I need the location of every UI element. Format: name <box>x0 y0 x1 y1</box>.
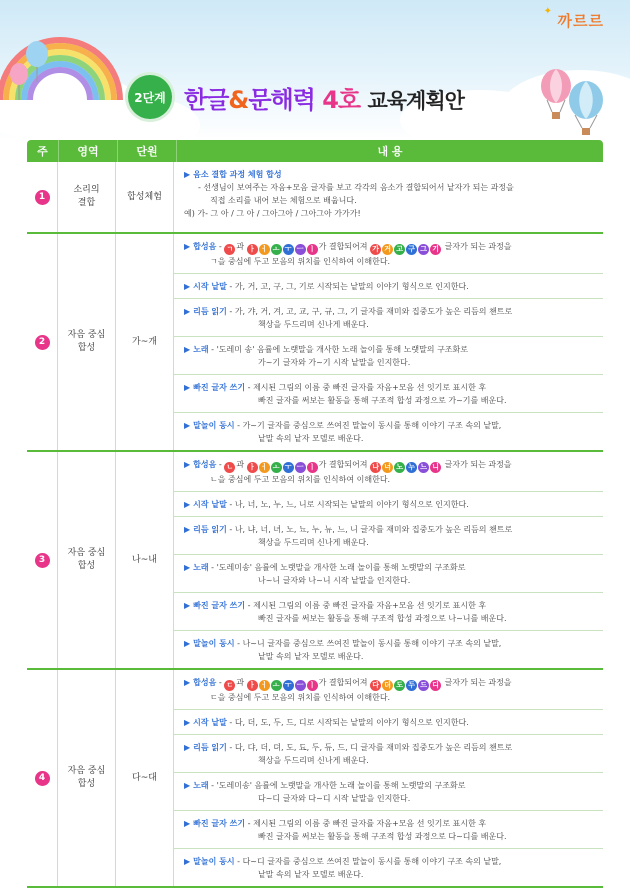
content-first-line <box>184 523 597 536</box>
vowel-chip: ㅗ <box>271 244 282 255</box>
connector-text: 가 결합되어져 <box>318 678 371 687</box>
content-first-line <box>184 855 597 868</box>
activity-label: 합성음 <box>193 678 217 687</box>
week-number-badge: 3 <box>35 553 50 568</box>
syllable-chip: 구 <box>406 244 417 255</box>
syllable-chip: 도 <box>394 680 405 691</box>
content-row <box>174 299 603 337</box>
bullet-triangle-icon: ▶ <box>184 282 191 291</box>
area-line: 소리의 <box>73 185 100 195</box>
bullet-triangle-icon: ▶ <box>184 383 191 392</box>
activity-label: 합성음 <box>193 460 217 469</box>
content-line: 직접 소리를 내어 보는 체험으로 배웁니다. <box>210 196 357 205</box>
activity-label: 노래 <box>193 781 209 790</box>
col-content: 내 용 <box>377 145 403 158</box>
area-line: 자음 중심 <box>67 330 106 340</box>
vowel-chip: ㅓ <box>259 462 270 473</box>
week-number-badge: 4 <box>35 771 50 786</box>
brand-logo: 까르르 <box>557 12 604 30</box>
vowel-chip: ㅗ <box>271 680 282 691</box>
col-week: 주 <box>27 140 59 162</box>
syllable-chip: 두 <box>406 680 417 691</box>
activity-description: - 다, 더, 도, 두, 드, 디로 시작되는 낱말의 이야기 형식으로 인지한다. <box>226 718 469 727</box>
stage-badge: 2단계 <box>128 75 172 119</box>
week-number-cell <box>27 452 58 668</box>
activity-description: - '도레미 송' 음률에 노랫말을 개사한 노래 놀이를 통해 노랫말의 구조화로 <box>208 345 468 354</box>
content-first-line <box>184 599 597 612</box>
week-number-cell <box>27 234 58 450</box>
content-line: 빠진 글자를 써보는 활동을 통해 구조적 합성 과정으로 나~니를 배운다. <box>258 614 507 623</box>
unit-cell: 가~개 <box>116 234 174 450</box>
activity-label: 음소 결합 과정 체험 합성 <box>193 170 282 179</box>
content-row <box>174 710 603 735</box>
activity-label: 말놀이 동시 <box>193 639 235 648</box>
vowel-chip: ㅡ <box>295 462 306 473</box>
page-title <box>128 74 464 120</box>
hot-air-balloon-icon <box>566 80 606 140</box>
content-row <box>174 413 603 450</box>
syllable-chip: 거 <box>382 244 393 255</box>
content-first-line: ▶ 합성음 - ㄴ 과 ㅏ ㅓ ㅗ ㅜ ㅡ ㅣ 가 결합되어져 나 너 노 누 느 니 글자가 되는 과정을 <box>184 460 512 471</box>
syllable-chip: 그 <box>418 244 429 255</box>
plan-table <box>27 140 603 888</box>
content-line: 빠진 글자를 써보는 활동을 통해 구조적 합성 과정으로 가~기를 배운다. <box>258 396 507 405</box>
content-line: 예) 가- 그 아 / 그 아 / 그아그아 / 그아그아 가가가! <box>184 209 361 218</box>
content-first-line <box>184 498 597 511</box>
content-line: 낱말 속의 낱자 모델로 배운다. <box>258 652 364 661</box>
content-line: ㄱ을 중심에 두고 모음의 위치를 인식하여 이해한다. <box>210 257 391 266</box>
connector-text: 가 결합되어져 <box>318 242 371 251</box>
activity-description: - 다, 댜, 더, 뎌, 도, 됴, 두, 듀, 드, 디 글자를 재미와 집중도가 높은 리듬의 챈트로 <box>226 743 513 752</box>
content-row <box>174 492 603 517</box>
activity-description: - 제시된 그림의 이름 중 빠진 글자를 자음+모음 선 잇기로 표시한 후 <box>245 601 487 610</box>
unit-cell: 합성체험 <box>116 162 174 232</box>
content-row <box>174 234 603 274</box>
vowel-chip: ㅏ <box>247 462 258 473</box>
content-row <box>174 452 603 492</box>
connector-text: 과 <box>236 460 247 469</box>
activity-description: - 가, 갸, 거, 겨, 고, 교, 구, 규, 그, 기 글자를 재미와 집중도가 높은 리듬의 챈트로 <box>226 307 513 316</box>
week-number-cell <box>27 670 58 886</box>
bullet-triangle-icon: ▶ <box>184 460 191 469</box>
content-first-line <box>184 741 597 754</box>
activity-label: 리듬 읽기 <box>193 743 227 752</box>
bullet-triangle-icon: ▶ <box>184 307 191 316</box>
activity-label: 합성음 <box>193 242 217 251</box>
week-block <box>27 162 603 234</box>
content-row <box>174 735 603 773</box>
content-first-line <box>184 716 597 729</box>
content-row <box>174 811 603 849</box>
connector-text: 과 <box>236 678 247 687</box>
activity-label: 노래 <box>193 345 209 354</box>
activity-label: 빠진 글자 쓰기 <box>193 819 246 828</box>
vowel-chip: ㅜ <box>283 462 294 473</box>
activity-description: - 제시된 그림의 이름 중 빠진 글자를 자음+모음 선 잇기로 표시한 후 <box>245 383 487 392</box>
syllable-chip: 느 <box>418 462 429 473</box>
activity-description: - 나~니 글자를 중심으로 쓰여진 말놀이 동시를 통해 이야기 구조 속의 낱말, <box>234 639 502 648</box>
area-cell <box>58 452 116 668</box>
area-line: 결합 <box>77 198 96 208</box>
content-line: 다~디 글자와 다~디 시작 낱말을 인지한다. <box>258 794 411 803</box>
activity-label: 리듬 읽기 <box>193 307 227 316</box>
content-line: 빠진 글자를 써보는 활동을 통해 구조적 합성 과정으로 다~디를 배운다. <box>258 832 507 841</box>
bullet-triangle-icon: ▶ <box>184 819 191 828</box>
balloon-icon <box>6 62 32 102</box>
col-unit: 단원 <box>118 140 177 162</box>
syllable-chip: 누 <box>406 462 417 473</box>
vowel-chip: ㅜ <box>283 244 294 255</box>
content-line: 책상을 두드리며 신나게 배운다. <box>258 320 369 329</box>
bullet-triangle-icon: ▶ <box>184 525 191 534</box>
content-line: ㄷ을 중심에 두고 모음의 위치를 인식하여 이해한다. <box>210 693 391 702</box>
activity-description: - '도레미송' 음률에 노랫말을 개사한 노래 놀이를 통해 노랫말의 구조화로 <box>208 781 466 790</box>
activity-description: - 제시된 그림의 이름 중 빠진 글자를 자음+모음 선 잇기로 표시한 후 <box>245 819 487 828</box>
bullet-triangle-icon: ▶ <box>184 781 191 790</box>
area-cell <box>58 234 116 450</box>
syllable-chip: 더 <box>382 680 393 691</box>
vowel-chip: ㅜ <box>283 680 294 691</box>
connector-text: 가 결합되어져 <box>318 460 371 469</box>
activity-description: - 가~기 글자를 중심으로 쓰여진 말놀이 동시를 통해 이야기 구조 속의 낱말, <box>234 421 502 430</box>
content-first-line <box>184 343 597 356</box>
vowel-chip-group <box>247 240 319 255</box>
activity-description: - 나, 냐, 너, 녀, 노, 뇨, 누, 뉴, 느, 니 글자를 재미와 집중도가 높은 리듬의 챈트로 <box>226 525 513 534</box>
content-cell <box>174 670 603 886</box>
activity-description: - 가, 거, 고, 구, 그, 기로 시작되는 낱말의 이야기 형식으로 인지한다. <box>226 282 469 291</box>
activity-label: 말놀이 동시 <box>193 421 235 430</box>
content-row <box>174 375 603 413</box>
content-line: 책상을 두드리며 신나게 배운다. <box>258 538 369 547</box>
syllable-chip: 나 <box>370 462 381 473</box>
syllable-chip: 기 <box>430 244 441 255</box>
content-line: 가~기 글자와 가~기 시작 낱말을 인지한다. <box>258 358 411 367</box>
content-line: ㄴ을 중심에 두고 모음의 위치를 인식하여 이해한다. <box>210 475 391 484</box>
connector-text: 글자가 되는 과정을 <box>442 242 512 251</box>
syllable-chip-group <box>370 676 442 691</box>
vowel-chip-group <box>247 458 319 473</box>
area-line: 합성 <box>77 561 96 571</box>
area-cell <box>58 670 116 886</box>
table-body <box>27 162 603 888</box>
table-header <box>27 140 603 162</box>
week-block <box>27 670 603 888</box>
activity-description: - '도레미송' 음률에 노랫말을 개사한 노래 놀이를 통해 노랫말의 구조화로 <box>208 563 466 572</box>
content-row <box>174 773 603 811</box>
content-row <box>174 274 603 299</box>
vowel-chip: ㅏ <box>247 244 258 255</box>
syllable-chip: 디 <box>430 680 441 691</box>
consonant-chip: ㄱ <box>224 244 235 255</box>
connector-text: 과 <box>236 242 247 251</box>
area-line: 자음 중심 <box>67 548 106 558</box>
activity-label: 빠진 글자 쓰기 <box>193 601 246 610</box>
week-block <box>27 452 603 670</box>
content-cell <box>174 452 603 668</box>
syllable-chip: 다 <box>370 680 381 691</box>
vowel-chip: ㅓ <box>259 680 270 691</box>
area-line: 합성 <box>77 779 96 789</box>
syllable-chip: 너 <box>382 462 393 473</box>
week-number-badge: 2 <box>35 335 50 350</box>
syllable-chip: 고 <box>394 244 405 255</box>
content-first-line <box>184 305 597 318</box>
bullet-triangle-icon: ▶ <box>184 170 191 179</box>
col-area: 영역 <box>59 140 118 162</box>
connector-text: 글자가 되는 과정을 <box>442 678 512 687</box>
syllable-chip: 가 <box>370 244 381 255</box>
content-first-line: ▶ 합성음 - ㄷ 과 ㅏ ㅓ ㅗ ㅜ ㅡ ㅣ 가 결합되어져 다 더 도 두 드 디 글자가 되는 과정을 <box>184 678 512 689</box>
content-first-line <box>184 419 597 432</box>
bullet-triangle-icon: ▶ <box>184 639 191 648</box>
content-cell <box>174 234 603 450</box>
content-row <box>174 337 603 375</box>
area-cell <box>58 162 116 232</box>
content-row <box>174 593 603 631</box>
activity-description: - 나, 너, 노, 누, 느, 니로 시작되는 낱말의 이야기 형식으로 인지한다. <box>226 500 469 509</box>
vowel-chip-group <box>247 676 319 691</box>
bullet-triangle-icon: ▶ <box>184 718 191 727</box>
sparkle-icon: ✦ <box>543 6 552 17</box>
consonant-chip: ㄷ <box>224 680 235 691</box>
bullet-triangle-icon: ▶ <box>184 601 191 610</box>
content-row <box>174 849 603 886</box>
vowel-chip: ㅣ <box>307 244 318 255</box>
content-line: - 선생님이 보여주는 자음+모음 글자를 보고 각각의 음소가 결합되어서 낱자가 되는 과정을 <box>198 183 514 192</box>
content-row <box>174 670 603 710</box>
connector-text: 글자가 되는 과정을 <box>442 460 512 469</box>
content-first-line <box>184 168 597 181</box>
area-line: 합성 <box>77 343 96 353</box>
vowel-chip: ㅗ <box>271 462 282 473</box>
bullet-triangle-icon: ▶ <box>184 421 191 430</box>
content-first-line <box>184 280 597 293</box>
activity-label: 시작 낱말 <box>193 500 227 509</box>
content-line: 책상을 두드리며 신나게 배운다. <box>258 756 369 765</box>
content-line: 낱말 속의 낱자 모델로 배운다. <box>258 434 364 443</box>
activity-label: 빠진 글자 쓰기 <box>193 383 246 392</box>
activity-label: 시작 낱말 <box>193 718 227 727</box>
bullet-triangle-icon: ▶ <box>184 857 191 866</box>
consonant-chip: ㄴ <box>224 462 235 473</box>
syllable-chip-group <box>370 240 442 255</box>
title-text: 한글&문해력 4호 교육계획안 <box>184 85 464 114</box>
content-line: 나~니 글자와 나~니 시작 낱말을 인지한다. <box>258 576 411 585</box>
content-first-line <box>184 381 597 394</box>
week-block <box>27 234 603 452</box>
vowel-chip: ㅣ <box>307 680 318 691</box>
unit-cell: 나~내 <box>116 452 174 668</box>
content-row <box>174 517 603 555</box>
syllable-chip: 드 <box>418 680 429 691</box>
vowel-chip: ㅡ <box>295 244 306 255</box>
vowel-chip: ㅓ <box>259 244 270 255</box>
content-first-line <box>184 561 597 574</box>
content-row <box>174 555 603 593</box>
week-number-badge: 1 <box>35 190 50 205</box>
content-first-line: ▶ 합성음 - ㄱ 과 ㅏ ㅓ ㅗ ㅜ ㅡ ㅣ 가 결합되어져 가 거 고 구 그 기 글자가 되는 과정을 <box>184 242 512 253</box>
content-first-line <box>184 637 597 650</box>
content-line: 낱말 속의 낱자 모델로 배운다. <box>258 870 364 879</box>
content-first-line <box>184 779 597 792</box>
bullet-triangle-icon: ▶ <box>184 563 191 572</box>
bullet-triangle-icon: ▶ <box>184 242 191 251</box>
content-first-line <box>184 817 597 830</box>
vowel-chip: ㅣ <box>307 462 318 473</box>
area-line: 자음 중심 <box>67 766 106 776</box>
activity-label: 말놀이 동시 <box>193 857 235 866</box>
activity-label: 리듬 읽기 <box>193 525 227 534</box>
vowel-chip: ㅡ <box>295 680 306 691</box>
bullet-triangle-icon: ▶ <box>184 743 191 752</box>
syllable-chip: 노 <box>394 462 405 473</box>
syllable-chip-group <box>370 458 442 473</box>
content-cell <box>174 162 603 232</box>
unit-cell: 다~대 <box>116 670 174 886</box>
vowel-chip: ㅏ <box>247 680 258 691</box>
activity-description: - 다~디 글자를 중심으로 쓰여진 말놀이 동시를 통해 이야기 구조 속의 낱말, <box>234 857 502 866</box>
content-row <box>174 162 603 232</box>
bullet-triangle-icon: ▶ <box>184 345 191 354</box>
week-number-cell <box>27 162 58 232</box>
activity-label: 노래 <box>193 563 209 572</box>
bullet-triangle-icon: ▶ <box>184 500 191 509</box>
header-banner <box>0 0 630 140</box>
activity-label: 시작 낱말 <box>193 282 227 291</box>
content-row <box>174 631 603 668</box>
syllable-chip: 니 <box>430 462 441 473</box>
bullet-triangle-icon: ▶ <box>184 678 191 687</box>
